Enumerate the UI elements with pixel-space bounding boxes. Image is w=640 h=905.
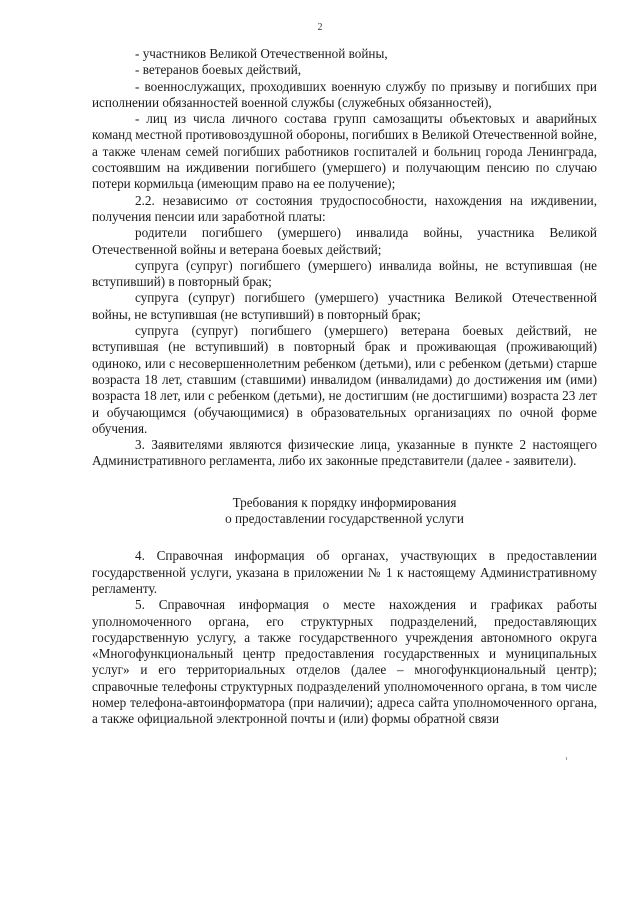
- paragraph: родители погибшего (умершего) инвалида войны, участника Великой Отечественной войны и ветерана боевых действий;: [92, 225, 597, 257]
- section-heading-line: Требования к порядку информирования: [232, 494, 457, 510]
- paragraph: 4. Справочная информация об органах, участвующих в предоставлении государственной услуги, указана в приложении № 1 к настоящему Административному регламенту.: [92, 548, 597, 596]
- page-number: 2: [317, 22, 323, 33]
- paragraph: супруга (супруг) погибшего (умершего) участника Великой Отечественной войны, не вступившая (не вступивший) в повторный брак;: [92, 290, 597, 322]
- section-heading: [92, 495, 597, 528]
- document-body: [92, 46, 597, 728]
- paragraph: 3. Заявителями являются физические лица, указанные в пункте 2 настоящего Административного регламента, либо их законные представители (далее - заявители).: [92, 437, 597, 469]
- paragraph: супруга (супруг) погибшего (умершего) инвалида войны, не вступившая (не вступивший) в повторный брак;: [92, 257, 597, 290]
- paragraph: 2.2. независимо от состояния трудоспособности, нахождения на иждивении, получения пенсии или заработной платы:: [92, 192, 597, 224]
- paragraph: - военнослужащих, проходивших военную службу по призыву и погибших при исполнении обязанностей военной службы (служебных обязанностей),: [92, 78, 597, 110]
- scan-artifact: [566, 757, 567, 760]
- paragraph: - участников Великой Отечественной войны,: [135, 46, 388, 61]
- paragraph: супруга (супруг) погибшего (умершего) ветерана боевых действий, не вступившая (не вступивший) в повторный брак и проживающая (проживающий) одиноко, или с несовершеннолетним ребенком (детьми), или с ребенком (детьми) старше возраста 18 лет, ставшим (ставшими) инвалидом (инвалидами) до достижения им (ими) возраста 18 лет, или с ребенком (детьми), не достигшим (не достигшими) возраста 23 лет и обучающимся (обучающимися) в образовательных организациях по очной форме обучения.: [92, 323, 597, 436]
- section-heading-line: о предоставлении государственной услуги: [225, 511, 464, 527]
- paragraph: - лиц из числа личного состава групп самозащиты объектовых и аварийных команд местной противовоздушной обороны, погибших в Великой Отечественной войне, а также членам семей погибших работников госпиталей и больниц города Ленинграда, состоявшим на иждивении погибшего (умершего) и получающим пенсию по случаю потери кормильца (имеющим право на ее получение);: [92, 111, 597, 192]
- paragraph: - ветеранов боевых действий,: [135, 62, 302, 78]
- paragraph: 5. Справочная информация о месте нахождения и графиках работы уполномоченного органа, его структурных подразделений, предоставляющих государственную услугу, а также государственного учреждения автономного округа «Многофункциональный центр предоставления государственных и муниципальных услуг» и его территориальных отделов (далее – многофункциональный центр); справочные телефоны структурных подразделений уполномоченного органа, в том числе номер телефона-автоинформатора (при наличии); адреса сайта уполномоченного органа, а также официальной электронной почты и (или) формы обратной связи: [92, 597, 597, 727]
